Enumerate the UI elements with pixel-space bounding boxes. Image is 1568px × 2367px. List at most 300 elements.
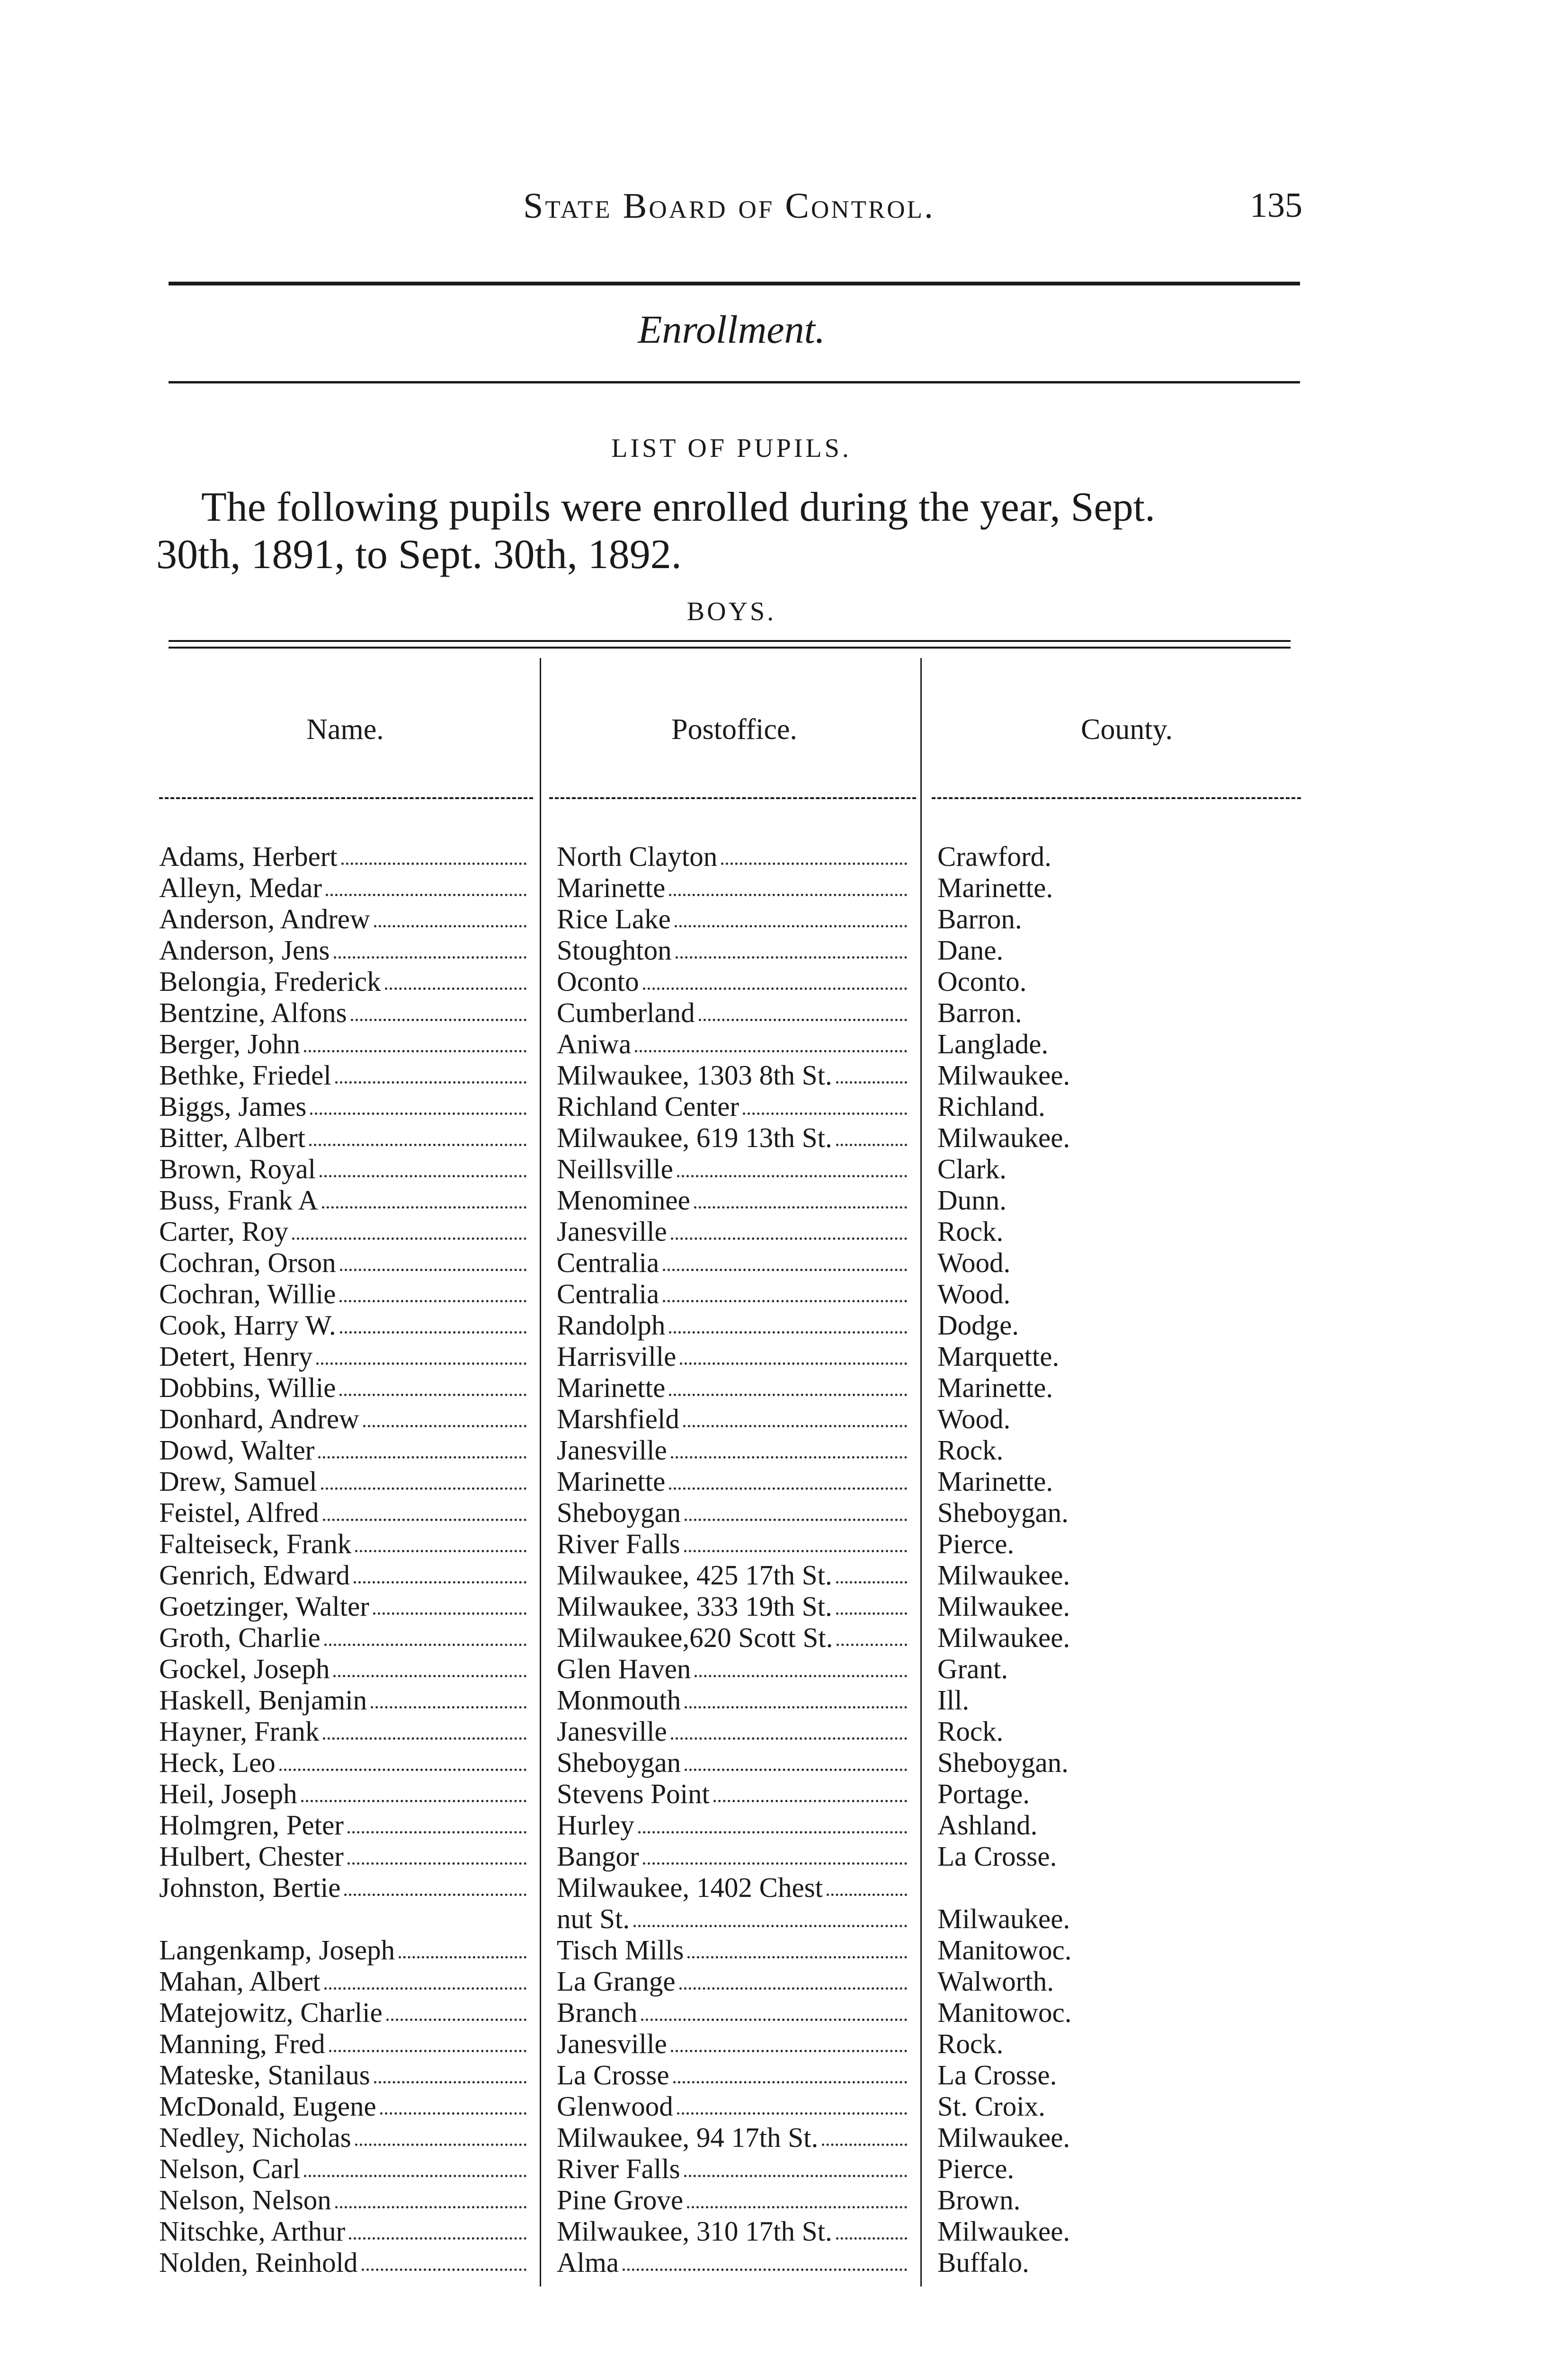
table-row: [0, 1966, 1568, 1997]
dot-leader: [326, 894, 526, 896]
dot-leader: [683, 1425, 907, 1427]
dot-leader: [399, 1956, 526, 1958]
table-row: [0, 1278, 1568, 1309]
county: Buffalo.: [937, 2247, 1029, 2278]
pupil-name: Bethke, Friedel: [159, 1059, 331, 1091]
dot-leader: [836, 1081, 907, 1084]
postoffice: nut St.: [557, 1903, 630, 1934]
dot-leader: [334, 956, 526, 959]
pupil-name-cell: [159, 1528, 531, 1559]
postoffice-cell: [557, 1528, 912, 1559]
county-cell: [937, 934, 1316, 966]
postoffice: Monmouth: [557, 1684, 681, 1716]
pupil-name-cell: [159, 2122, 531, 2153]
pupil-name: Alleyn, Medar: [159, 872, 322, 903]
header-dash-county: [932, 797, 1301, 799]
pupil-name-cell: [159, 1747, 531, 1778]
county: Rock.: [937, 1716, 1004, 1747]
pupil-name: Nelson, Nelson: [159, 2184, 331, 2216]
postoffice-cell: [557, 1684, 912, 1716]
pupil-name-cell: [159, 1278, 531, 1309]
pupil-name: Berger, John: [159, 1028, 301, 1059]
pupil-name-cell: [159, 1028, 531, 1059]
pupil-name-cell: [159, 903, 531, 934]
pupil-name: Nitschke, Arthur: [159, 2216, 346, 2247]
pupil-name-cell: [159, 2091, 531, 2122]
table-row: [0, 2059, 1568, 2091]
dot-leader: [684, 2175, 907, 2177]
pupil-name-cell: [159, 1966, 531, 1997]
column-header-name: Name.: [306, 713, 384, 746]
table-row: [0, 997, 1568, 1028]
county-cell: [937, 1216, 1316, 1247]
table-row: [0, 2091, 1568, 2122]
postoffice: Milwaukee, 619 13th St.: [557, 1122, 832, 1153]
pupil-name: Feistel, Alfred: [159, 1497, 319, 1528]
postoffice-cell: [557, 2091, 912, 2122]
dot-leader: [676, 956, 907, 959]
dot-leader: [669, 1394, 907, 1396]
postoffice: Milwaukee,620 Scott St.: [557, 1622, 833, 1653]
postoffice-cell: [557, 1872, 912, 1903]
county-cell: [937, 1184, 1316, 1216]
county-cell: [937, 903, 1316, 934]
dot-leader: [309, 1144, 526, 1146]
postoffice-cell: [557, 841, 912, 872]
pupil-name: Biggs, James: [159, 1091, 307, 1122]
pupil-name: Carter, Roy: [159, 1216, 288, 1247]
county-cell: [937, 1153, 1316, 1184]
county: Wood.: [937, 1403, 1011, 1434]
dot-leader: [721, 863, 907, 865]
county-cell: [937, 1466, 1316, 1497]
county-cell: [937, 1403, 1316, 1434]
table-row: [0, 1778, 1568, 1809]
postoffice: Milwaukee, 333 19th St.: [557, 1591, 832, 1622]
postoffice-cell: [557, 1372, 912, 1403]
postoffice: Sheboygan: [557, 1747, 681, 1778]
postoffice-cell: [557, 1341, 912, 1372]
dot-leader: [355, 2144, 526, 2146]
pupil-name-cell: [159, 934, 531, 966]
postoffice-cell: [557, 1216, 912, 1247]
postoffice-cell: [557, 1934, 912, 1966]
dot-leader: [292, 1237, 526, 1240]
pupil-name: Brown, Royal: [159, 1153, 316, 1184]
county-cell: [937, 1591, 1316, 1622]
postoffice: Milwaukee, 310 17th St.: [557, 2216, 832, 2247]
postoffice: Glenwood: [557, 2091, 673, 2122]
dot-leader: [323, 1519, 526, 1521]
postoffice: Cumberland: [557, 997, 695, 1028]
postoffice: Branch: [557, 1997, 638, 2028]
county-cell: [937, 1747, 1316, 1778]
table-row: [0, 1341, 1568, 1372]
postoffice: Alma: [557, 2247, 619, 2278]
county-cell: [937, 841, 1316, 872]
dot-leader: [837, 1644, 907, 1646]
pupil-name-cell: [159, 1622, 531, 1653]
pupil-name-cell: [159, 1184, 531, 1216]
dot-leader: [339, 1394, 526, 1396]
dot-leader: [335, 2206, 526, 2208]
pupil-name-cell: [159, 1841, 531, 1872]
pupil-name: Drew, Samuel: [159, 1466, 317, 1497]
postoffice-cell: [557, 1809, 912, 1841]
dot-leader: [699, 1019, 907, 1021]
postoffice-cell: [557, 2153, 912, 2184]
dot-leader: [633, 1925, 907, 1927]
table-row: [0, 1872, 1568, 1903]
table-row: [0, 1841, 1568, 1872]
county: St. Croix.: [937, 2091, 1045, 2122]
dot-leader: [324, 1644, 526, 1646]
pupil-name: Hulbert, Chester: [159, 1841, 344, 1872]
pupil-name-cell: [159, 872, 531, 903]
dot-leader: [677, 2112, 907, 2115]
postoffice: Glen Haven: [557, 1653, 691, 1684]
county-cell: [937, 1059, 1316, 1091]
postoffice: Milwaukee, 94 17th St.: [557, 2122, 819, 2153]
pupil-name: Cochran, Orson: [159, 1247, 336, 1278]
postoffice: Janesville: [557, 1716, 667, 1747]
pupil-name-cell: [159, 2028, 531, 2059]
postoffice-cell: [557, 1841, 912, 1872]
county: Richland.: [937, 1091, 1045, 1122]
dot-leader: [675, 925, 907, 927]
postoffice-cell: [557, 1403, 912, 1434]
county-cell: [937, 1528, 1316, 1559]
dot-leader: [349, 2237, 526, 2240]
pupil-name: Mahan, Albert: [159, 1966, 321, 1997]
table-row: [0, 1122, 1568, 1153]
county-cell: [937, 1372, 1316, 1403]
dot-leader: [680, 1362, 907, 1365]
postoffice-cell: [557, 934, 912, 966]
dot-leader: [713, 1800, 907, 1802]
county-cell: [937, 1341, 1316, 1372]
dot-leader: [685, 1519, 907, 1521]
pupil-name-cell: [159, 1684, 531, 1716]
dot-leader: [671, 2050, 907, 2052]
dot-leader: [679, 1987, 907, 1990]
postoffice-cell: [557, 997, 912, 1028]
dot-leader: [363, 1425, 526, 1427]
county-cell: [937, 1778, 1316, 1809]
postoffice-cell: [557, 1184, 912, 1216]
pupil-name: Dowd, Walter: [159, 1434, 315, 1466]
pupil-name: Belongia, Frederick: [159, 966, 381, 997]
dot-leader: [836, 1144, 907, 1146]
pupil-name: Bentzine, Alfons: [159, 997, 347, 1028]
dot-leader: [638, 1831, 907, 1833]
dot-leader: [673, 2081, 907, 2083]
pupil-name: Detert, Henry: [159, 1341, 313, 1372]
table-row: [0, 2153, 1568, 2184]
postoffice: Stoughton: [557, 934, 672, 966]
postoffice: Milwaukee, 425 17th St.: [557, 1559, 832, 1591]
dot-leader: [354, 1581, 526, 1584]
pupil-name: Manning, Fred: [159, 2028, 325, 2059]
table-row: [0, 2184, 1568, 2216]
postoffice: Marinette: [557, 1466, 666, 1497]
postoffice-cell: [557, 1059, 912, 1091]
county-cell: [937, 872, 1316, 903]
dot-leader: [671, 1737, 907, 1740]
pupil-name: Mateske, Stanilaus: [159, 2059, 370, 2091]
pupil-name-cell: [159, 1809, 531, 1841]
postoffice-cell: [557, 903, 912, 934]
county-cell: [937, 2122, 1316, 2153]
county: Marinette.: [937, 1372, 1053, 1403]
table-row: [0, 1059, 1568, 1091]
county: Marinette.: [937, 1466, 1053, 1497]
dot-leader: [351, 1019, 526, 1021]
table-row: [0, 966, 1568, 997]
pupil-name-cell: [159, 1466, 531, 1497]
table-row: [0, 1247, 1568, 1278]
postoffice: Randolph: [557, 1309, 666, 1341]
dot-leader: [663, 1300, 907, 1302]
dot-leader: [344, 1894, 526, 1896]
pupil-name: Cook, Harry W.: [159, 1309, 336, 1341]
table-row: [0, 1622, 1568, 1653]
dot-leader: [836, 1581, 907, 1584]
postoffice-cell: [557, 2216, 912, 2247]
dot-leader: [386, 2019, 526, 2021]
county: Brown.: [937, 2184, 1021, 2216]
table-row: [0, 1153, 1568, 1184]
county-cell: [937, 1091, 1316, 1122]
pupil-name: Nolden, Reinhold: [159, 2247, 358, 2278]
top-rule: [169, 282, 1300, 285]
postoffice-cell: [557, 2184, 912, 2216]
list-heading: LIST OF PUPILS.: [611, 434, 852, 463]
county: Rock.: [937, 1216, 1004, 1247]
county-cell: [937, 1497, 1316, 1528]
dot-leader: [641, 2019, 907, 2021]
pupil-name: Falteiseck, Frank: [159, 1528, 352, 1559]
county: Wood.: [937, 1278, 1011, 1309]
pupil-name-cell: [159, 1872, 531, 1903]
postoffice: Harrisville: [557, 1341, 677, 1372]
pupil-name-cell: [159, 1497, 531, 1528]
pupil-name-cell: [159, 1778, 531, 1809]
county: Pierce.: [937, 1528, 1015, 1559]
postoffice-cell: [557, 1997, 912, 2028]
table-row: [0, 1903, 1568, 1934]
postoffice: Marinette: [557, 872, 666, 903]
postoffice: Milwaukee, 1402 Chest: [557, 1872, 823, 1903]
pupil-name: Bitter, Albert: [159, 1122, 305, 1153]
postoffice-cell: [557, 2122, 912, 2153]
table-row: [0, 1559, 1568, 1591]
county: Pierce.: [937, 2153, 1015, 2184]
pupil-name: Cochran, Willie: [159, 1278, 336, 1309]
column-header-county: County.: [1080, 713, 1173, 746]
dot-leader: [301, 1800, 526, 1802]
table-row: [0, 1591, 1568, 1622]
postoffice-cell: [557, 1028, 912, 1059]
county-cell: [937, 1028, 1316, 1059]
dot-leader: [347, 1862, 526, 1865]
pupil-name: Nelson, Carl: [159, 2153, 301, 2184]
county-cell: [937, 1716, 1316, 1747]
pupil-name-cell: [159, 1934, 531, 1966]
county: Langlade.: [937, 1028, 1049, 1059]
postoffice-cell: [557, 1778, 912, 1809]
pupil-name-cell: [159, 1122, 531, 1153]
dot-leader: [304, 2175, 526, 2177]
county-cell: [937, 1309, 1316, 1341]
county-cell: [937, 1684, 1316, 1716]
county: Ashland.: [937, 1809, 1038, 1841]
postoffice: River Falls: [557, 2153, 680, 2184]
section-title: Enrollment.: [638, 308, 825, 352]
postoffice-cell: [557, 1559, 912, 1591]
table-row: [0, 2216, 1568, 2247]
postoffice-cell: [557, 1622, 912, 1653]
county: Clark.: [937, 1153, 1007, 1184]
table-row: [0, 1747, 1568, 1778]
pupil-name: Adams, Herbert: [159, 841, 338, 872]
table-row: [0, 2122, 1568, 2153]
dot-leader: [687, 2206, 907, 2208]
dot-leader: [374, 925, 526, 927]
pupil-name: Groth, Charlie: [159, 1622, 321, 1653]
dot-leader: [687, 1956, 907, 1958]
county: Marquette.: [937, 1341, 1060, 1372]
county: Milwaukee.: [937, 1122, 1070, 1153]
pupil-name-cell: [159, 966, 531, 997]
county: Dunn.: [937, 1184, 1007, 1216]
county-cell: [937, 2184, 1316, 2216]
table-row: [0, 1684, 1568, 1716]
dot-leader: [385, 988, 526, 990]
county: Milwaukee.: [937, 2216, 1070, 2247]
dot-leader: [677, 1175, 907, 1177]
table-top-rule-2: [169, 647, 1291, 649]
pupil-name: Holmgren, Peter: [159, 1809, 344, 1841]
pupil-name: Anderson, Jens: [159, 934, 330, 966]
county: Milwaukee.: [937, 1559, 1070, 1591]
postoffice: Janesville: [557, 2028, 667, 2059]
postoffice: Bangor: [557, 1841, 639, 1872]
county-cell: [937, 1997, 1316, 2028]
postoffice-cell: [557, 1309, 912, 1341]
county: Crawford.: [937, 841, 1051, 872]
postoffice-cell: [557, 1153, 912, 1184]
pupil-name-cell: [159, 1309, 531, 1341]
dot-leader: [340, 1331, 526, 1334]
dot-leader: [635, 1050, 907, 1052]
county: Grant.: [937, 1653, 1008, 1684]
county: Dodge.: [937, 1309, 1019, 1341]
column-header-postoffice: Postoffice.: [671, 713, 797, 746]
table-row: [0, 1809, 1568, 1841]
county: Milwaukee.: [937, 1059, 1070, 1091]
county-cell: [937, 2216, 1316, 2247]
county-cell: [937, 1122, 1316, 1153]
postoffice: Janesville: [557, 1216, 667, 1247]
pupil-name-cell: [159, 1059, 531, 1091]
dot-leader: [643, 988, 907, 990]
dot-leader: [318, 1456, 526, 1459]
postoffice-cell: [557, 1716, 912, 1747]
pupil-name-cell: [159, 1591, 531, 1622]
pupil-name-cell: [159, 2153, 531, 2184]
dot-leader: [827, 1894, 907, 1896]
dot-leader: [836, 2237, 907, 2240]
county-cell: [937, 1966, 1316, 1997]
county: Marinette.: [937, 872, 1053, 903]
county: Barron.: [937, 903, 1022, 934]
postoffice: Hurley: [557, 1809, 634, 1841]
section-rule: [169, 381, 1300, 383]
pupil-name: Dobbins, Willie: [159, 1372, 336, 1403]
pupil-name: Donhard, Andrew: [159, 1403, 359, 1434]
dot-leader: [685, 1769, 907, 1771]
county: Wood.: [937, 1247, 1011, 1278]
county: Oconto.: [937, 966, 1027, 997]
dot-leader: [341, 863, 526, 865]
dot-leader: [279, 1769, 526, 1771]
county-cell: [937, 2059, 1316, 2091]
table-row: [0, 1216, 1568, 1247]
postoffice-cell: [557, 1122, 912, 1153]
postoffice-cell: [557, 1747, 912, 1778]
table-row: [0, 1934, 1568, 1966]
dot-leader: [340, 1269, 526, 1271]
pupil-name: McDonald, Eugene: [159, 2091, 376, 2122]
pupil-name-cell: [159, 1403, 531, 1434]
postoffice: Marshfield: [557, 1403, 679, 1434]
table-row: [0, 1528, 1568, 1559]
postoffice: Centralia: [557, 1247, 659, 1278]
county: Milwaukee.: [937, 2122, 1070, 2153]
table-row: [0, 934, 1568, 966]
dot-leader: [374, 2081, 526, 2083]
county: Dane.: [937, 934, 1004, 966]
postoffice-cell: [557, 1091, 912, 1122]
postoffice: Milwaukee, 1303 8th St.: [557, 1059, 832, 1091]
dot-leader: [743, 1112, 907, 1115]
county-cell: [937, 2153, 1316, 2184]
pupil-name-cell: [159, 1091, 531, 1122]
dot-leader: [323, 1737, 526, 1740]
dot-leader: [321, 1487, 526, 1490]
postoffice: Centralia: [557, 1278, 659, 1309]
county-cell: [937, 1559, 1316, 1591]
dot-leader: [333, 1675, 526, 1677]
pupil-list: [0, 841, 1568, 2278]
county: Ill.: [937, 1684, 970, 1716]
county: Manitowoc.: [937, 1997, 1072, 2028]
pupil-name: Genrich, Edward: [159, 1559, 350, 1591]
postoffice-cell: [557, 872, 912, 903]
dot-leader: [685, 1706, 907, 1709]
county-cell: [937, 1903, 1316, 1934]
county-cell: [937, 1278, 1316, 1309]
postoffice: Rice Lake: [557, 903, 671, 934]
dot-leader: [671, 1237, 907, 1240]
pupil-name: Heck, Leo: [159, 1747, 276, 1778]
pupil-name: Johnston, Bertie: [159, 1872, 341, 1903]
table-row: [0, 1372, 1568, 1403]
postoffice-cell: [557, 1591, 912, 1622]
pupil-name-cell: [159, 2059, 531, 2091]
county: Rock.: [937, 2028, 1004, 2059]
